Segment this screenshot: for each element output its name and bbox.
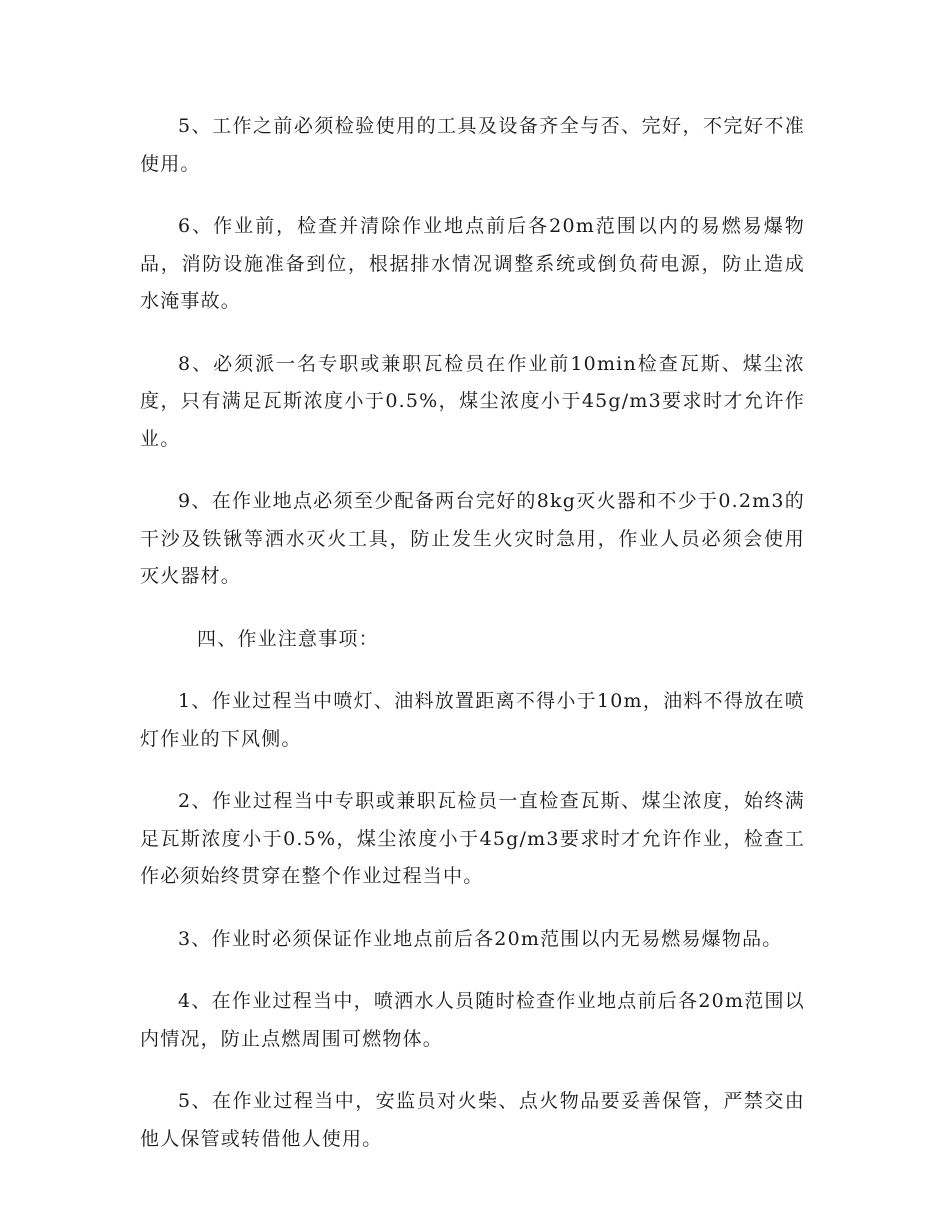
paragraph-item-8-gas-inspector: 8、必须派一名专职或兼职瓦检员在作业前10min检查瓦斯、煤尘浓度，只有满足瓦斯浓度小于0.5%，煤尘浓度小于45g/m3要求时才允许作业。 [140, 352, 805, 450]
paragraph-precaution-2: 2、作业过程当中专职或兼职瓦检员一直检查瓦斯、煤尘浓度，始终满足瓦斯浓度小于0.5%，煤尘浓度小于45g/m3要求时才允许作业，检查工作必须始终贯穿在整个作业过程当中。 [140, 790, 805, 887]
paragraph-item-6-clear-flammables: 6、作业前，检查并清除作业地点前后各20m范围以内的易燃易爆物品，消防设施准备到位，根据排水情况调整系统或倒负荷电源，防止造成水淹事故。 [140, 215, 805, 312]
paragraph-precaution-3: 3、作业时必须保证作业地点前后各20m范围以内无易燃易爆物品。 [178, 927, 783, 950]
document-body [140, 108, 805, 1183]
paragraph-item-5-tools-check: 5、工作之前必须检验使用的工具及设备齐全与否、完好，不完好不准使用。 [140, 115, 805, 175]
paragraph-precaution-4: 4、在作业过程当中，喷洒水人员随时检查作业地点前后各20m范围以内情况，防止点燃周围可燃物体。 [140, 990, 805, 1050]
paragraph-precaution-1: 1、作业过程当中喷灯、油料放置距离不得小于10m，油料不得放在喷灯作业的下风侧。 [140, 690, 805, 750]
paragraph-precaution-5: 5、在作业过程当中，安监员对火柴、点火物品要妥善保管，严禁交由他人保管或转借他人使用。 [140, 1090, 805, 1150]
paragraph-item-9-extinguishers: 9、在作业地点必须至少配备两台完好的8kg灭火器和不少于0.2m3的干沙及铁锹等洒水灭火工具，防止发生火灾时急用，作业人员必须会使用灭火器材。 [140, 490, 805, 587]
section-heading-precautions: 四、作业注意事项： [197, 627, 379, 650]
